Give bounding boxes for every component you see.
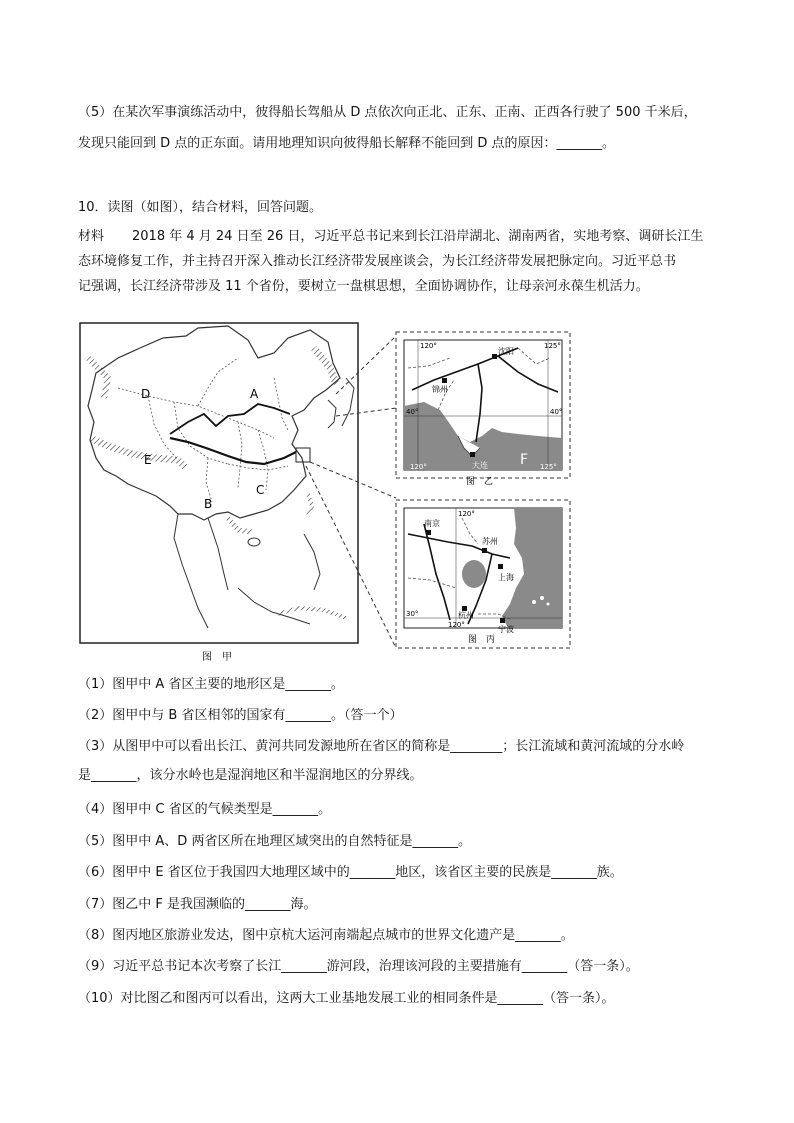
question-3-line1: （3）从图甲中可以看出长江、黄河共同发源地所在省区的简称是________；长江流域和黄河流域的分水岭 xyxy=(78,739,685,754)
bing-city-suzhou: 苏州 xyxy=(482,537,498,546)
material-label: 材料 xyxy=(78,229,105,244)
yi-sea-f: F xyxy=(520,452,529,468)
q10-title: 10．读图（如图），结合材料，回答问题。 xyxy=(78,200,323,215)
map-jia xyxy=(80,323,358,663)
yi-coord-120-bottom: 120° xyxy=(410,463,427,471)
yi-coord-40-right: 40° xyxy=(550,408,563,416)
yi-coord-120-top: 120° xyxy=(420,342,437,350)
bing-caption: 图 丙 xyxy=(468,635,496,645)
bing-city-ningbo: 宁波 xyxy=(498,625,514,634)
yi-coord-125-top: 125° xyxy=(544,342,561,350)
q10-material-line3: 记强调，长江经济带涉及 11 个省份，要树立一盘棋思想，全面协调协作，让母亲河永葆生机活力。 xyxy=(78,279,649,294)
jia-label-a: A xyxy=(250,387,259,401)
bing-city-nanjing: 南京 xyxy=(424,519,440,528)
material-text-1: 2018 年 4 月 24 日至 26 日，习近平总书记来到长江沿岸湖北、湖南两省，实地考察、调研长江生 xyxy=(132,229,704,244)
question-10: （10）对比图乙和图丙可以看出，这两大工业基地发展工业的相同条件是_______（答一条）。 xyxy=(78,991,615,1006)
jia-label-c: C xyxy=(256,483,265,497)
question-2: （2）图甲中与 B 省区相邻的国家有_______。（答一个） xyxy=(78,708,403,723)
bing-coord-120-top: 120° xyxy=(458,510,475,518)
q9-part5-line2: 发现只能回到 D 点的正东面。请用地理知识向彼得船长解释不能回到 D 点的原因：_______。 xyxy=(78,136,616,151)
question-4: （4）图甲中 C 省区的气候类型是_______。 xyxy=(78,802,332,817)
bing-coord-120-bottom: 120° xyxy=(448,621,465,629)
question-5: （5）图甲中 A、D 两省区所在地理区域突出的自然特征是_______。 xyxy=(78,834,471,849)
question-1: （1）图甲中 A 省区主要的地形区是_______。 xyxy=(78,677,344,692)
q10-material-line1 xyxy=(78,228,703,246)
jia-caption: 图 甲 xyxy=(202,652,232,663)
question-8: （8）图丙地区旅游业发达，图中京杭大运河南端起点城市的世界文化遗产是_______。 xyxy=(78,928,574,943)
yi-city-dalian: 大连 xyxy=(472,461,488,470)
question-6: （6）图甲中 E 省区位于我国四大地理区域中的_______地区，该省区主要的民族是_______族。 xyxy=(78,865,623,880)
question-9: （9）习近平总书记本次考察了长江_______游河段，治理该河段的主要措施有_______（答一条）。 xyxy=(78,959,639,974)
yi-caption: 图 乙 xyxy=(466,477,494,487)
map-yi xyxy=(396,332,570,487)
yi-city-jinzhou: 锦州 xyxy=(432,385,448,394)
question-3-line2: 是_______，该分水岭也是湿润地区和半湿润地区的分界线。 xyxy=(78,768,423,783)
bing-city-hangzhou: 杭州 xyxy=(458,611,474,620)
bing-city-shanghai: 上海 xyxy=(498,573,514,582)
yi-city-shenyang: 沈阳 xyxy=(498,347,514,356)
jia-label-d: D xyxy=(141,387,151,401)
jia-label-b: B xyxy=(204,497,213,511)
q10-material-line2: 态环境修复工作，并主持召开深入推动长江经济带发展座谈会，为长江经济带发展把脉定向。习近平总书 xyxy=(78,254,677,269)
jia-label-e: E xyxy=(144,453,152,467)
yi-coord-125-bottom: 125° xyxy=(540,463,557,471)
question-7: （7）图乙中 F 是我国濒临的_______海。 xyxy=(78,897,317,912)
map-figure xyxy=(78,318,578,664)
map-bing xyxy=(396,500,570,648)
q9-part5-line1: （5）在某次军事演练活动中，彼得船长驾船从 D 点依次向正北、正东、正南、正西各行驶了 500 千米后， xyxy=(78,105,697,120)
yi-coord-40-left: 40° xyxy=(406,408,419,416)
bing-coord-30-left: 30° xyxy=(406,610,419,618)
